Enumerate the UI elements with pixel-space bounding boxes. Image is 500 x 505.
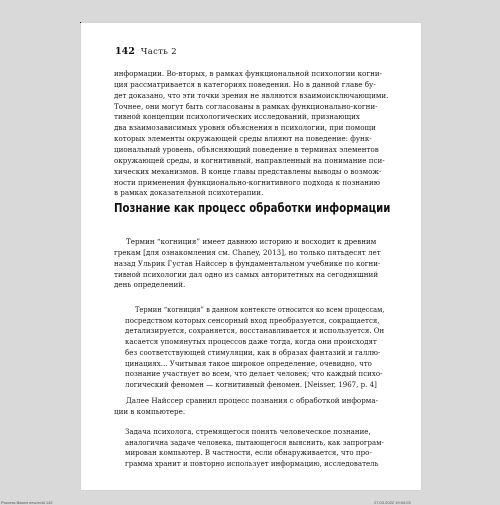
page-number: 142 <box>115 46 135 57</box>
paragraph-1-line: информации. Во-вторых, в рамках функциональной психологии когни- <box>114 69 383 78</box>
running-header <box>115 45 177 58</box>
paragraph-2-line: день определений. <box>114 280 186 290</box>
paragraph-2-line: Термин “когниция” имеет давнюю историю и восходит к древним <box>126 237 377 246</box>
paragraph-3-line: Далее Найссер сравнил процесс познания с обработкой информа- <box>126 396 379 405</box>
paragraph-1-line: ности применения функционально-когнитивного подхода к познанию <box>114 177 381 187</box>
paragraph-1-line: тивной концепции психологических исследований, признающих <box>114 112 360 122</box>
part-label: Часть 2 <box>140 46 177 56</box>
quote-line: детализируется, сохраняется, восстанавливается и используется. Он <box>125 326 385 336</box>
quote-line: логический феномен — когнитивный феномен. [Neisser, 1967, p. 4] <box>125 379 377 389</box>
quote-line: цинациях... Учитывая такое широкое определение, очевидно, что <box>125 358 372 368</box>
quote-line: без соответствующей стимуляции, как в образах фантазий и галлю- <box>125 347 381 357</box>
paragraph-2-line: грекам [для ознакомления см. Chaney, 2013], но только пятьдесят лет <box>114 247 381 257</box>
paragraph-2-line: тивной психологии дал одно из самых авторитетных на сегодняшний <box>114 269 379 279</box>
book-page <box>1 23 421 505</box>
paragraph-4-line: аналогична задаче человека, пытающегося выяснить, как запрограм- <box>125 437 384 447</box>
paragraph-1-line: ция рассматривается в категориях поведения. Но в данной главе бу- <box>114 79 376 89</box>
crop-mark <box>80 22 81 23</box>
paragraph-4-line: мирован компьютер. В частности, если обнаруживается, что про- <box>125 448 372 458</box>
quote-line: Термин “когниция” в данном контексте относится ко всем процессам, <box>135 305 385 314</box>
paragraph-1-line: Точнее, они могут быть согласованы в рамках функционально-когни- <box>114 101 378 111</box>
paragraph-1-line: хических механизмов. В конце главы представлены выводы о возмож- <box>114 166 382 176</box>
paragraph-1-line: окружающей среды, и когнитивный, направленный на понимание пси- <box>114 155 385 165</box>
paragraph-1-line: два взаимозависимых уровня объяснения в психологии, при помощи <box>114 123 376 133</box>
paragraph-4-line: грамма хранит и повторно использует информацию, исследователь <box>125 459 379 469</box>
footer-file-info: Process Based new.indd 142 <box>1 500 53 505</box>
paragraph-4-line: Задача психолога, стремящегося понять человеческое познание, <box>125 427 371 436</box>
paragraph-1-line: в рамках доказательной психотерапии. <box>114 188 264 198</box>
quote-line: познание участвует во всем, что делает человек; что каждый психо- <box>125 369 383 379</box>
quote-line: касается упомянутых процессов даже тогда, когда они происходят <box>125 337 377 347</box>
paragraph-3-line: ции в компьютере. <box>114 406 186 416</box>
quote-line: посредством которых сенсорный вход преобразуется, сокращается, <box>125 315 380 325</box>
paragraph-1-line: циональный уровень, объясняющий поведение в терминах элементов <box>114 144 379 154</box>
footer-timestamp: 27.03.2022 19:04:03 <box>374 500 411 505</box>
section-heading: Познание как процесс обработки информации <box>114 201 391 215</box>
paragraph-1-line: которых элементы окружающей среды влияют на поведение: функ- <box>114 134 372 144</box>
paragraph-2-line: назад Ульрик Густав Найссер в фундаментальном учебнике по когни- <box>114 258 381 268</box>
paragraph-1-line: дет доказано, что эти точки зрения не являются взаимоисключающими. <box>114 90 389 100</box>
